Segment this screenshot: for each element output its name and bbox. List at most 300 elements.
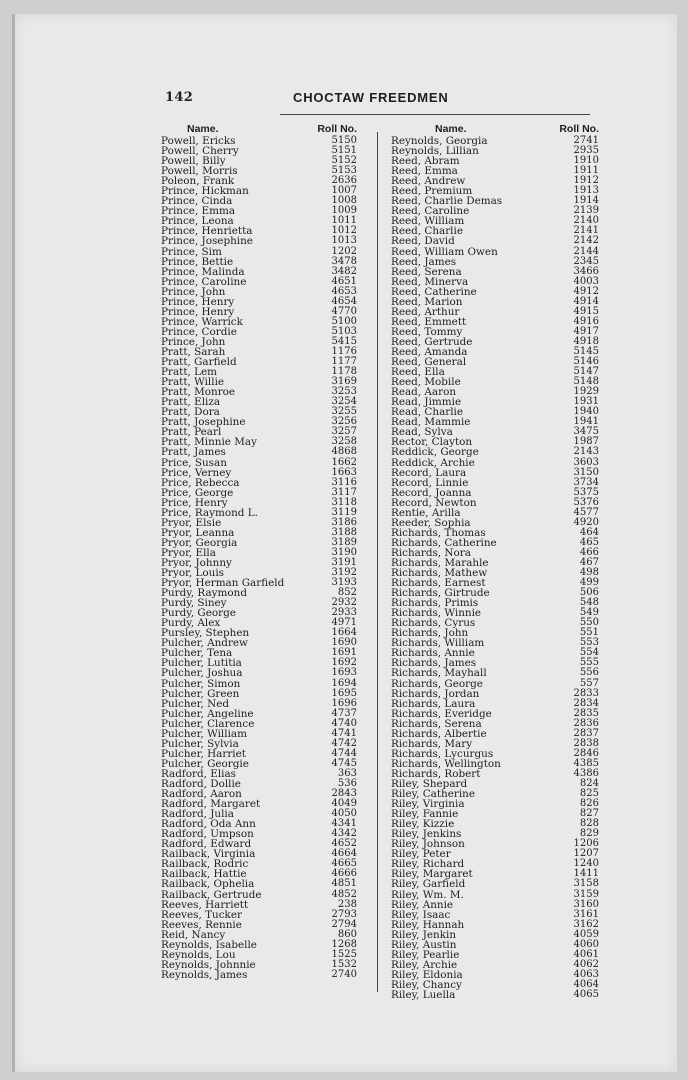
entry-roll-number: 549 [579, 607, 599, 619]
entry-roll-number: 3118 [331, 496, 357, 508]
entry-name: Riley, Annie [391, 898, 454, 911]
entry-roll-number: 1931 [573, 396, 599, 408]
entry-name: Reed, Andrew [391, 175, 466, 188]
roll-entry [391, 990, 599, 1000]
entry-name: Reynolds, Isabelle [161, 938, 257, 951]
entry-roll-number: 2933 [331, 607, 357, 619]
entry-name: Reed, Charlie Demas [391, 195, 503, 208]
entry-roll-number: 2741 [573, 135, 599, 146]
entry-name: Pryor, Ella [161, 546, 216, 559]
entry-roll-number: 2740 [331, 968, 357, 980]
entry-name: Pryor, Louis [161, 567, 225, 580]
entry-roll-number: 4914 [573, 295, 599, 307]
entry-name: Pulcher, Lutitia [161, 657, 242, 670]
entry-name: Railback, Rodric [161, 858, 249, 871]
page-header [15, 90, 677, 114]
entry-roll-number: 5152 [331, 155, 357, 167]
entry-name: Read, Mammie [391, 416, 471, 429]
entry-roll-number: 1008 [331, 195, 357, 207]
entry-roll-number: 4920 [573, 516, 599, 528]
entry-roll-number: 2833 [573, 687, 599, 699]
entry-name: Reynolds, Lillian [391, 145, 479, 158]
entry-roll-number: 3475 [573, 426, 599, 438]
entry-name: Prince, John [161, 335, 226, 348]
entry-roll-number: 852 [337, 587, 357, 599]
entry-name: Price, Raymond L. [161, 506, 258, 519]
entry-name: Pulcher, Sylvia [161, 737, 239, 750]
entry-roll-number: 3256 [331, 416, 357, 428]
entry-name: Pulcher, Angeline [161, 707, 254, 720]
entry-roll-number: 1011 [331, 215, 357, 227]
entry-roll-number: 550 [579, 617, 599, 629]
entry-name: Reynolds, Georgia [391, 135, 488, 147]
entry-roll-number: 1941 [573, 416, 599, 428]
entry-name: Pulcher, Joshua [161, 667, 243, 680]
entry-roll-number: 2935 [573, 145, 599, 157]
entry-name: Pryor, Herman Garfield [161, 577, 285, 590]
entry-roll-number: 1012 [331, 225, 357, 237]
entry-roll-number: 1913 [573, 185, 599, 197]
entry-roll-number: 3191 [331, 556, 357, 568]
entry-name: Reed, Premium [391, 185, 473, 198]
entry-name: Reed, Charlie [391, 225, 463, 238]
entry-name: Richards, Laura [391, 697, 476, 710]
entry-name: Radford, Edward [161, 838, 252, 851]
entry-roll-number: 4050 [331, 808, 357, 820]
entry-name: Price, George [161, 486, 234, 499]
entry-roll-number: 1009 [331, 205, 357, 217]
entry-name: Pulcher, Ned [161, 697, 229, 710]
entry-name: Radford, Umpson [161, 828, 254, 841]
entry-roll-number: 4654 [331, 295, 357, 307]
entry-name: Record, Linnie [391, 476, 469, 489]
entry-name: Richards, Annie [391, 647, 475, 660]
entry-name: Prince, Hickman [161, 185, 249, 198]
entry-name: Reed, Emmett [391, 315, 467, 328]
entry-roll-number: 4868 [331, 446, 357, 458]
entry-name: Reed, Arthur [391, 305, 460, 318]
entry-name: Pulcher, Harriet [161, 747, 246, 760]
entry-roll-number: 4770 [331, 305, 357, 317]
entry-name: Pryor, Leanna [161, 526, 235, 539]
entry-roll-number: 4386 [573, 767, 599, 779]
entry-name: Richards, Girtrude [391, 587, 490, 600]
entry-name: Riley, Virginia [391, 798, 465, 811]
entry-name: Richards, Primis [391, 597, 479, 610]
entry-name: Prince, Warrick [161, 315, 243, 328]
entry-roll-number: 1177 [331, 356, 357, 368]
entry-roll-number: 1694 [331, 677, 357, 689]
entry-roll-number: 4577 [573, 506, 599, 518]
entry-roll-number: 825 [579, 788, 599, 800]
entry-roll-number: 5148 [573, 376, 599, 388]
column-divider [377, 132, 378, 992]
entry-name: Read, Charlie [391, 406, 464, 419]
entry-name: Richards, Nora [391, 546, 471, 559]
entry-roll-number: 4915 [573, 305, 599, 317]
entry-name: Pulcher, Andrew [161, 637, 248, 650]
entry-roll-number: 4060 [573, 938, 599, 950]
entry-name: Richards, Earnest [391, 577, 486, 590]
entry-name: Pratt, Minnie May [161, 436, 257, 449]
entry-name: Pratt, Josephine [161, 416, 246, 429]
entry-name: Pulcher, Tena [161, 647, 233, 660]
entry-roll-number: 1940 [573, 406, 599, 418]
entry-name: Rector, Clayton [391, 436, 473, 449]
entry-name: Prince, Cinda [161, 195, 233, 208]
entry-roll-number: 829 [579, 828, 599, 840]
entry-roll-number: 2843 [331, 788, 357, 800]
entry-name: Reed, Ella [391, 366, 445, 379]
entry-name: Railback, Virginia [161, 848, 256, 861]
entry-roll-number: 4064 [573, 978, 599, 990]
entry-roll-number: 4971 [331, 617, 357, 629]
entry-name: Price, Verney [161, 466, 232, 479]
roll-entry [161, 447, 357, 457]
entry-roll-number: 4742 [331, 737, 357, 749]
entry-roll-number: 1207 [573, 848, 599, 860]
entry-roll-number: 1662 [331, 456, 357, 468]
entry-roll-number: 1910 [573, 155, 599, 167]
entry-name: Prince, Cordie [161, 325, 237, 338]
entry-roll-number: 3162 [573, 918, 599, 930]
entry-roll-number: 5375 [573, 486, 599, 498]
entry-roll-number: 1206 [573, 838, 599, 850]
entry-name: Riley, Catherine [391, 788, 476, 801]
roll-entry [391, 447, 599, 457]
entry-name: Riley, Margaret [391, 868, 473, 881]
entry-name: Prince, Caroline [161, 275, 247, 288]
entry-name: Richards, Serena [391, 717, 482, 730]
entry-name: Reid, Nancy [161, 928, 226, 941]
entry-roll-number: 3117 [331, 486, 357, 498]
entry-name: Purdy, George [161, 607, 236, 620]
entry-name: Reynolds, James [161, 968, 248, 981]
entry-roll-number: 2793 [331, 908, 357, 920]
entry-roll-number: 5100 [331, 315, 357, 327]
entry-roll-number: 2142 [573, 235, 599, 247]
entry-roll-number: 2838 [573, 737, 599, 749]
entry-name: Riley, Austin [391, 938, 457, 951]
entry-name: Reed, Minerva [391, 275, 469, 288]
entry-roll-number: 499 [579, 577, 599, 589]
entry-name: Riley, Chancy [391, 978, 462, 991]
entry-roll-number: 2144 [573, 245, 599, 257]
entry-name: Record, Newton [391, 496, 477, 509]
roll-entry [161, 236, 357, 246]
entry-roll-number: 506 [579, 587, 599, 599]
entry-roll-number: 4651 [331, 275, 357, 287]
entry-roll-number: 824 [579, 778, 599, 789]
entry-roll-number: 1240 [573, 858, 599, 870]
entry-roll-number: 2794 [331, 918, 357, 930]
entry-roll-number: 3466 [573, 265, 599, 277]
entry-roll-number: 3159 [573, 888, 599, 900]
entry-roll-number: 363 [337, 767, 357, 779]
entry-name: Richards, John [391, 627, 469, 640]
entry-name: Pratt, Lem [161, 366, 218, 379]
entry-roll-number: 5147 [573, 366, 599, 378]
entry-name: Prince, Emma [161, 205, 236, 218]
entry-roll-number: 4916 [573, 315, 599, 327]
entry-name: Radford, Oda Ann [161, 818, 256, 831]
entry-name: Powell, Morris [161, 165, 238, 178]
entry-roll-number: 3253 [331, 386, 357, 398]
entry-name: Railback, Gertrude [161, 888, 262, 901]
entry-roll-number: 1692 [331, 657, 357, 669]
entry-name: Reynolds, Johnnie [161, 958, 256, 971]
entry-roll-number: 4737 [331, 707, 357, 719]
entry-roll-number: 3190 [331, 546, 357, 558]
entry-name: Reed, Mobile [391, 376, 461, 389]
entry-name: Purdy, Alex [161, 617, 221, 630]
entry-roll-number: 2835 [573, 707, 599, 719]
entry-name: Purdy, Raymond [161, 587, 247, 600]
entry-roll-number: 548 [579, 597, 599, 609]
entry-roll-number: 3257 [331, 426, 357, 438]
entry-roll-number: 4063 [573, 968, 599, 980]
entry-roll-number: 3188 [331, 526, 357, 538]
entry-name: Pulcher, Green [161, 687, 240, 700]
entry-roll-number: 4740 [331, 717, 357, 729]
entry-roll-number: 5153 [331, 165, 357, 177]
entry-roll-number: 4852 [331, 888, 357, 900]
entry-roll-number: 4665 [331, 858, 357, 870]
entry-name: Richards, Wellington [391, 757, 501, 770]
entry-roll-number: 551 [579, 627, 599, 639]
entry-roll-number: 3161 [573, 908, 599, 920]
entry-name: Reeves, Rennie [161, 918, 242, 931]
entry-roll-number: 5376 [573, 496, 599, 508]
entry-name: Riley, Kizzie [391, 818, 455, 831]
entry-name: Reddick, Archie [391, 456, 475, 469]
entry-name: Richards, Lycurgus [391, 747, 494, 760]
entry-roll-number: 4912 [573, 285, 599, 297]
entry-roll-number: 467 [579, 556, 599, 568]
entry-roll-number: 4741 [331, 727, 357, 739]
entry-name: Riley, Isaac [391, 908, 451, 921]
entry-name: Pratt, Garfield [161, 356, 237, 369]
roll-entry [391, 879, 599, 889]
entry-name: Richards, Winnie [391, 607, 482, 620]
entry-name: Prince, Henry [161, 295, 235, 308]
entry-roll-number: 3254 [331, 396, 357, 408]
entry-name: Price, Henry [161, 496, 228, 509]
entry-roll-number: 5146 [573, 356, 599, 368]
entry-roll-number: 5150 [331, 135, 357, 146]
entry-name: Prince, Malinda [161, 265, 245, 278]
entry-roll-number: 464 [579, 526, 599, 538]
entry-name: Powell, Billy [161, 155, 226, 168]
entry-name: Prince, Henrietta [161, 225, 253, 238]
entry-roll-number: 4664 [331, 848, 357, 860]
entry-roll-number: 1664 [331, 627, 357, 639]
page-title: CHOCTAW FREEDMEN [293, 90, 449, 105]
entry-name: Powell, Ericks [161, 135, 236, 147]
entry-roll-number: 4385 [573, 757, 599, 769]
entry-name: Prince, Sim [161, 245, 222, 258]
entry-roll-number: 238 [337, 898, 357, 910]
document-page [12, 14, 677, 1072]
entry-name: Riley, Wm. M. [391, 888, 464, 901]
entry-name: Read, Aaron [391, 386, 457, 399]
entry-roll-number: 2636 [331, 175, 357, 187]
entry-roll-number: 3478 [331, 255, 357, 267]
entry-name: Reddick, George [391, 446, 479, 459]
entry-name: Richards, Cyrus [391, 617, 476, 630]
entry-roll-number: 3482 [331, 265, 357, 277]
entry-name: Reed, Marion [391, 295, 463, 308]
entry-roll-number: 1691 [331, 647, 357, 659]
entry-name: Price, Rebecca [161, 476, 240, 489]
entry-roll-number: 4652 [331, 838, 357, 850]
entry-roll-number: 1411 [573, 868, 599, 880]
entry-name: Riley, Richard [391, 858, 465, 871]
entry-name: Riley, Garfield [391, 878, 466, 891]
entry-roll-number: 555 [579, 657, 599, 669]
entry-name: Pratt, Willie [161, 376, 225, 389]
entry-roll-number: 2140 [573, 215, 599, 227]
entry-name: Reynolds, Lou [161, 948, 236, 961]
entry-roll-number: 1690 [331, 637, 357, 649]
entry-name: Richards, Catherine [391, 536, 497, 549]
entry-roll-number: 1176 [331, 345, 357, 357]
entry-roll-number: 2139 [573, 205, 599, 217]
entry-roll-number: 2345 [573, 255, 599, 267]
entry-roll-number: 465 [579, 536, 599, 548]
entry-roll-number: 2837 [573, 727, 599, 739]
entry-roll-number: 1268 [331, 938, 357, 950]
entry-name: Pryor, Elsie [161, 516, 222, 529]
entry-roll-number: 554 [579, 647, 599, 659]
entry-roll-number: 3119 [331, 506, 357, 518]
entry-roll-number: 1007 [331, 185, 357, 197]
entry-roll-number: 4341 [331, 818, 357, 830]
entry-name: Pursley, Stephen [161, 627, 250, 640]
entry-name: Read, Sylva [391, 426, 453, 439]
entry-roll-number: 5103 [331, 325, 357, 337]
entry-roll-number: 3193 [331, 577, 357, 589]
entry-name: Riley, Eldonia [391, 968, 463, 981]
entry-name: Pulcher, William [161, 727, 247, 740]
entry-name: Richards, Mayhall [391, 667, 487, 680]
entry-roll-number: 3603 [573, 456, 599, 468]
entry-name: Radford, Margaret [161, 798, 261, 811]
entry-name: Radford, Aaron [161, 788, 242, 801]
entry-name: Richards, Robert [391, 767, 481, 780]
roll-column-heading: Roll No. [317, 123, 357, 135]
entry-name: Riley, Shepard [391, 778, 468, 790]
entry-name: Reeder, Sophia [391, 516, 471, 529]
entry-roll-number: 826 [579, 798, 599, 810]
entry-roll-number: 4061 [573, 948, 599, 960]
entry-name: Reed, James [391, 255, 457, 268]
entry-name: Powell, Cherry [161, 145, 239, 158]
entry-roll-number: 860 [337, 928, 357, 940]
entry-roll-number: 4003 [573, 275, 599, 287]
entry-roll-number: 1914 [573, 195, 599, 207]
entry-name: Pulcher, Simon [161, 677, 241, 690]
entry-name: Prince, Leona [161, 215, 234, 228]
entry-name: Railback, Hattie [161, 868, 247, 881]
entry-roll-number: 4049 [331, 798, 357, 810]
entry-roll-number: 3192 [331, 567, 357, 579]
page-number: 142 [165, 90, 194, 105]
entry-roll-number: 1525 [331, 948, 357, 960]
name-column-heading: Name. [187, 123, 219, 135]
entry-name: Prince, Josephine [161, 235, 253, 248]
entry-name: Richards, Mathew [391, 567, 488, 580]
entry-name: Riley, Archie [391, 958, 458, 971]
entry-roll-number: 1013 [331, 235, 357, 247]
entry-roll-number: 536 [337, 778, 357, 789]
entry-roll-number: 4059 [573, 928, 599, 940]
entry-roll-number: 2143 [573, 446, 599, 458]
entry-name: Reed, Tommy [391, 325, 463, 338]
entry-roll-number: 5415 [331, 335, 357, 347]
entry-name: Pratt, Dora [161, 406, 220, 419]
entry-name: Reed, Emma [391, 165, 458, 178]
entry-roll-number: 498 [579, 567, 599, 579]
entry-roll-number: 1912 [573, 175, 599, 187]
entry-name: Reed, Caroline [391, 205, 470, 218]
entry-name: Pulcher, Clarence [161, 717, 255, 730]
entry-roll-number: 553 [579, 637, 599, 649]
entry-name: Poleon, Frank [161, 175, 235, 188]
entry-roll-number: 3186 [331, 516, 357, 528]
entry-roll-number: 4342 [331, 828, 357, 840]
entry-roll-number: 1693 [331, 667, 357, 679]
entry-roll-number: 5151 [331, 145, 357, 157]
entry-name: Reed, William Owen [391, 245, 498, 258]
entry-name: Read, Jimmie [391, 396, 462, 409]
entry-name: Reed, Amanda [391, 345, 468, 358]
entry-roll-number: 1695 [331, 687, 357, 699]
entry-roll-number: 3255 [331, 406, 357, 418]
entry-name: Radford, Elias [161, 767, 236, 780]
entry-roll-number: 3734 [573, 476, 599, 488]
entry-roll-number: 4917 [573, 325, 599, 337]
entry-roll-number: 4918 [573, 335, 599, 347]
entry-roll-number: 3158 [573, 878, 599, 890]
roll-entry [391, 236, 599, 246]
entry-name: Riley, Pearlie [391, 948, 460, 961]
entry-name: Reeves, Tucker [161, 908, 242, 921]
entry-name: Record, Laura [391, 466, 467, 479]
entry-roll-number: 3189 [331, 536, 357, 548]
entry-roll-number: 1696 [331, 697, 357, 709]
entry-roll-number: 1178 [331, 366, 357, 378]
entry-name: Reed, Catherine [391, 285, 477, 298]
entry-name: Reed, Serena [391, 265, 462, 278]
entry-name: Prince, Henry [161, 305, 235, 318]
entry-name: Prince, Bettie [161, 255, 234, 268]
entry-roll-number: 1202 [331, 245, 357, 257]
entry-roll-number: 2141 [573, 225, 599, 237]
entry-roll-number: 5145 [573, 345, 599, 357]
entry-name: Price, Susan [161, 456, 227, 469]
entry-name: Riley, Johnson [391, 838, 465, 851]
entry-roll-number: 827 [579, 808, 599, 820]
entry-name: Riley, Jenkin [391, 928, 457, 941]
entry-name: Reed, General [391, 356, 467, 369]
entry-name: Richards, James [391, 657, 477, 670]
entry-name: Rentie, Arilla [391, 506, 461, 519]
entry-name: Richards, George [391, 677, 483, 690]
entry-roll-number: 1929 [573, 386, 599, 398]
entry-roll-number: 828 [579, 818, 599, 830]
entry-roll-number: 3169 [331, 376, 357, 388]
